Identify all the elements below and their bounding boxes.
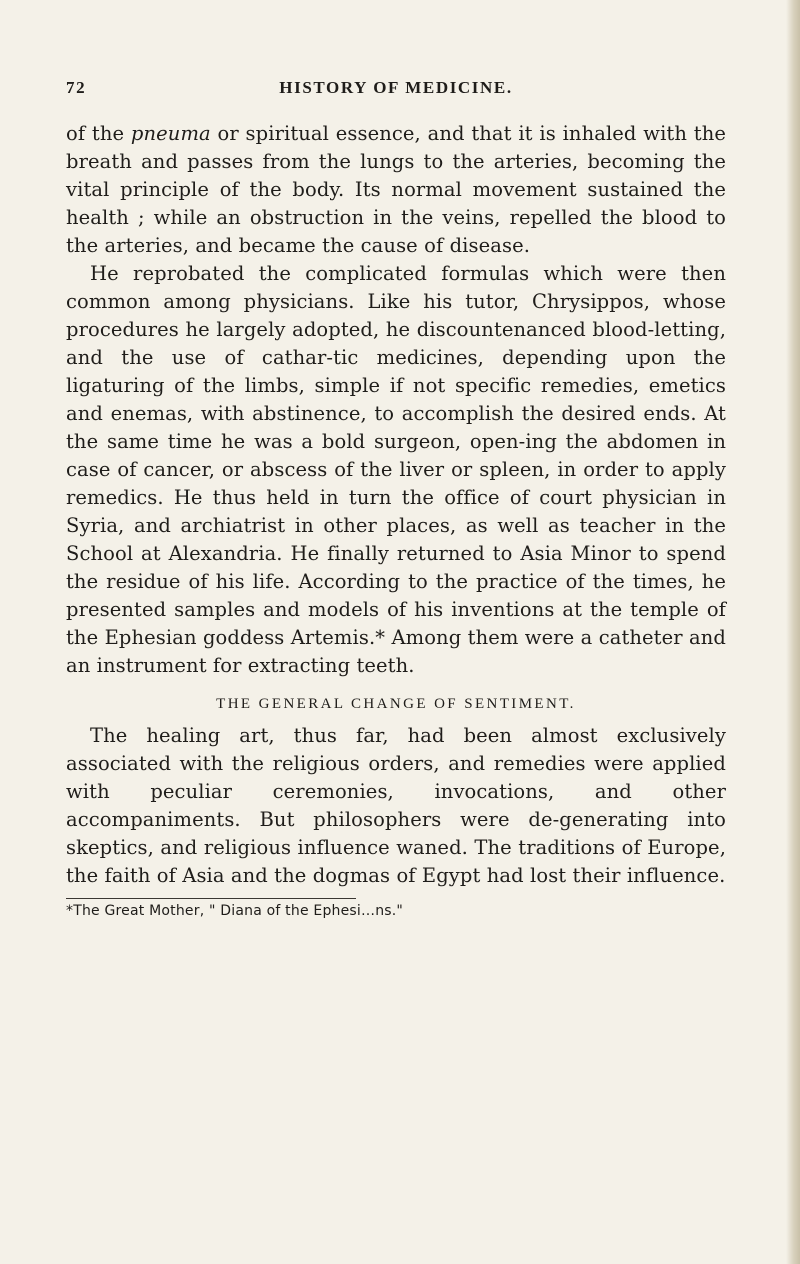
- page-number: 72: [66, 78, 87, 97]
- section-heading: THE GENERAL CHANGE OF SENTIMENT.: [216, 696, 576, 712]
- body-paragraph-2: He reprobated the complicated formulas which were then common among physicians. Like his tutor, Chrysippos, whose procedures he largely adopted, he discountenanced blood-letting, and the use of cathar-tic medicines, depending upon the ligaturing of the limbs, simple if not specific remedies, emetics and enemas, with abstinence, to accomplish the desired ends. At the same time he was a bold surgeon, open-ing the abdomen in case of cancer, or abscess of the liver or spleen, in order to apply remedics. He thus held in turn the office of court physician in Syria, and archiatrist in other places, as well as teacher in the School at Alexandria. He finally returned to Asia Minor to spend the residue of his life. According to the practice of the times, he presented samples and models of his inventions at the temple of the Ephesian goddess Artemis.* Among them were a catheter and an instrument for extracting teeth.: [66, 262, 726, 677]
- running-title: HISTORY OF MEDICINE.: [279, 78, 513, 97]
- paragraph-1-rest: or spiritual essence, and that it is inhaled with the breath and passes from the lungs to the arteries, becoming the vital principle of the body. Its normal movement sustained the health ; while an obstruction in the veins, repelled the blood to the arteries, and became the cause of disease.: [66, 122, 726, 257]
- paragraph-1-italic-term: pneuma: [130, 122, 211, 145]
- book-page: [66, 0, 726, 919]
- footnote: *The Great Mother, " Diana of the Ephesi…ns.": [66, 903, 404, 919]
- body-paragraph-1: [66, 120, 726, 260]
- page-edge-shadow: [786, 0, 800, 1264]
- footnote-rule: [66, 898, 356, 899]
- section-paragraph: The healing art, thus far, had been almost exclusively associated with the religious orders, and remedies were applied with peculiar ceremonies, invocations, and other accompaniments. But philosophers were de-generating into skeptics, and religious influence waned. The traditions of Europe, the faith of Asia and the dogmas of Egypt had lost their influence.: [66, 724, 726, 887]
- running-head: [66, 78, 726, 120]
- paragraph-1-lead: of the: [66, 122, 131, 145]
